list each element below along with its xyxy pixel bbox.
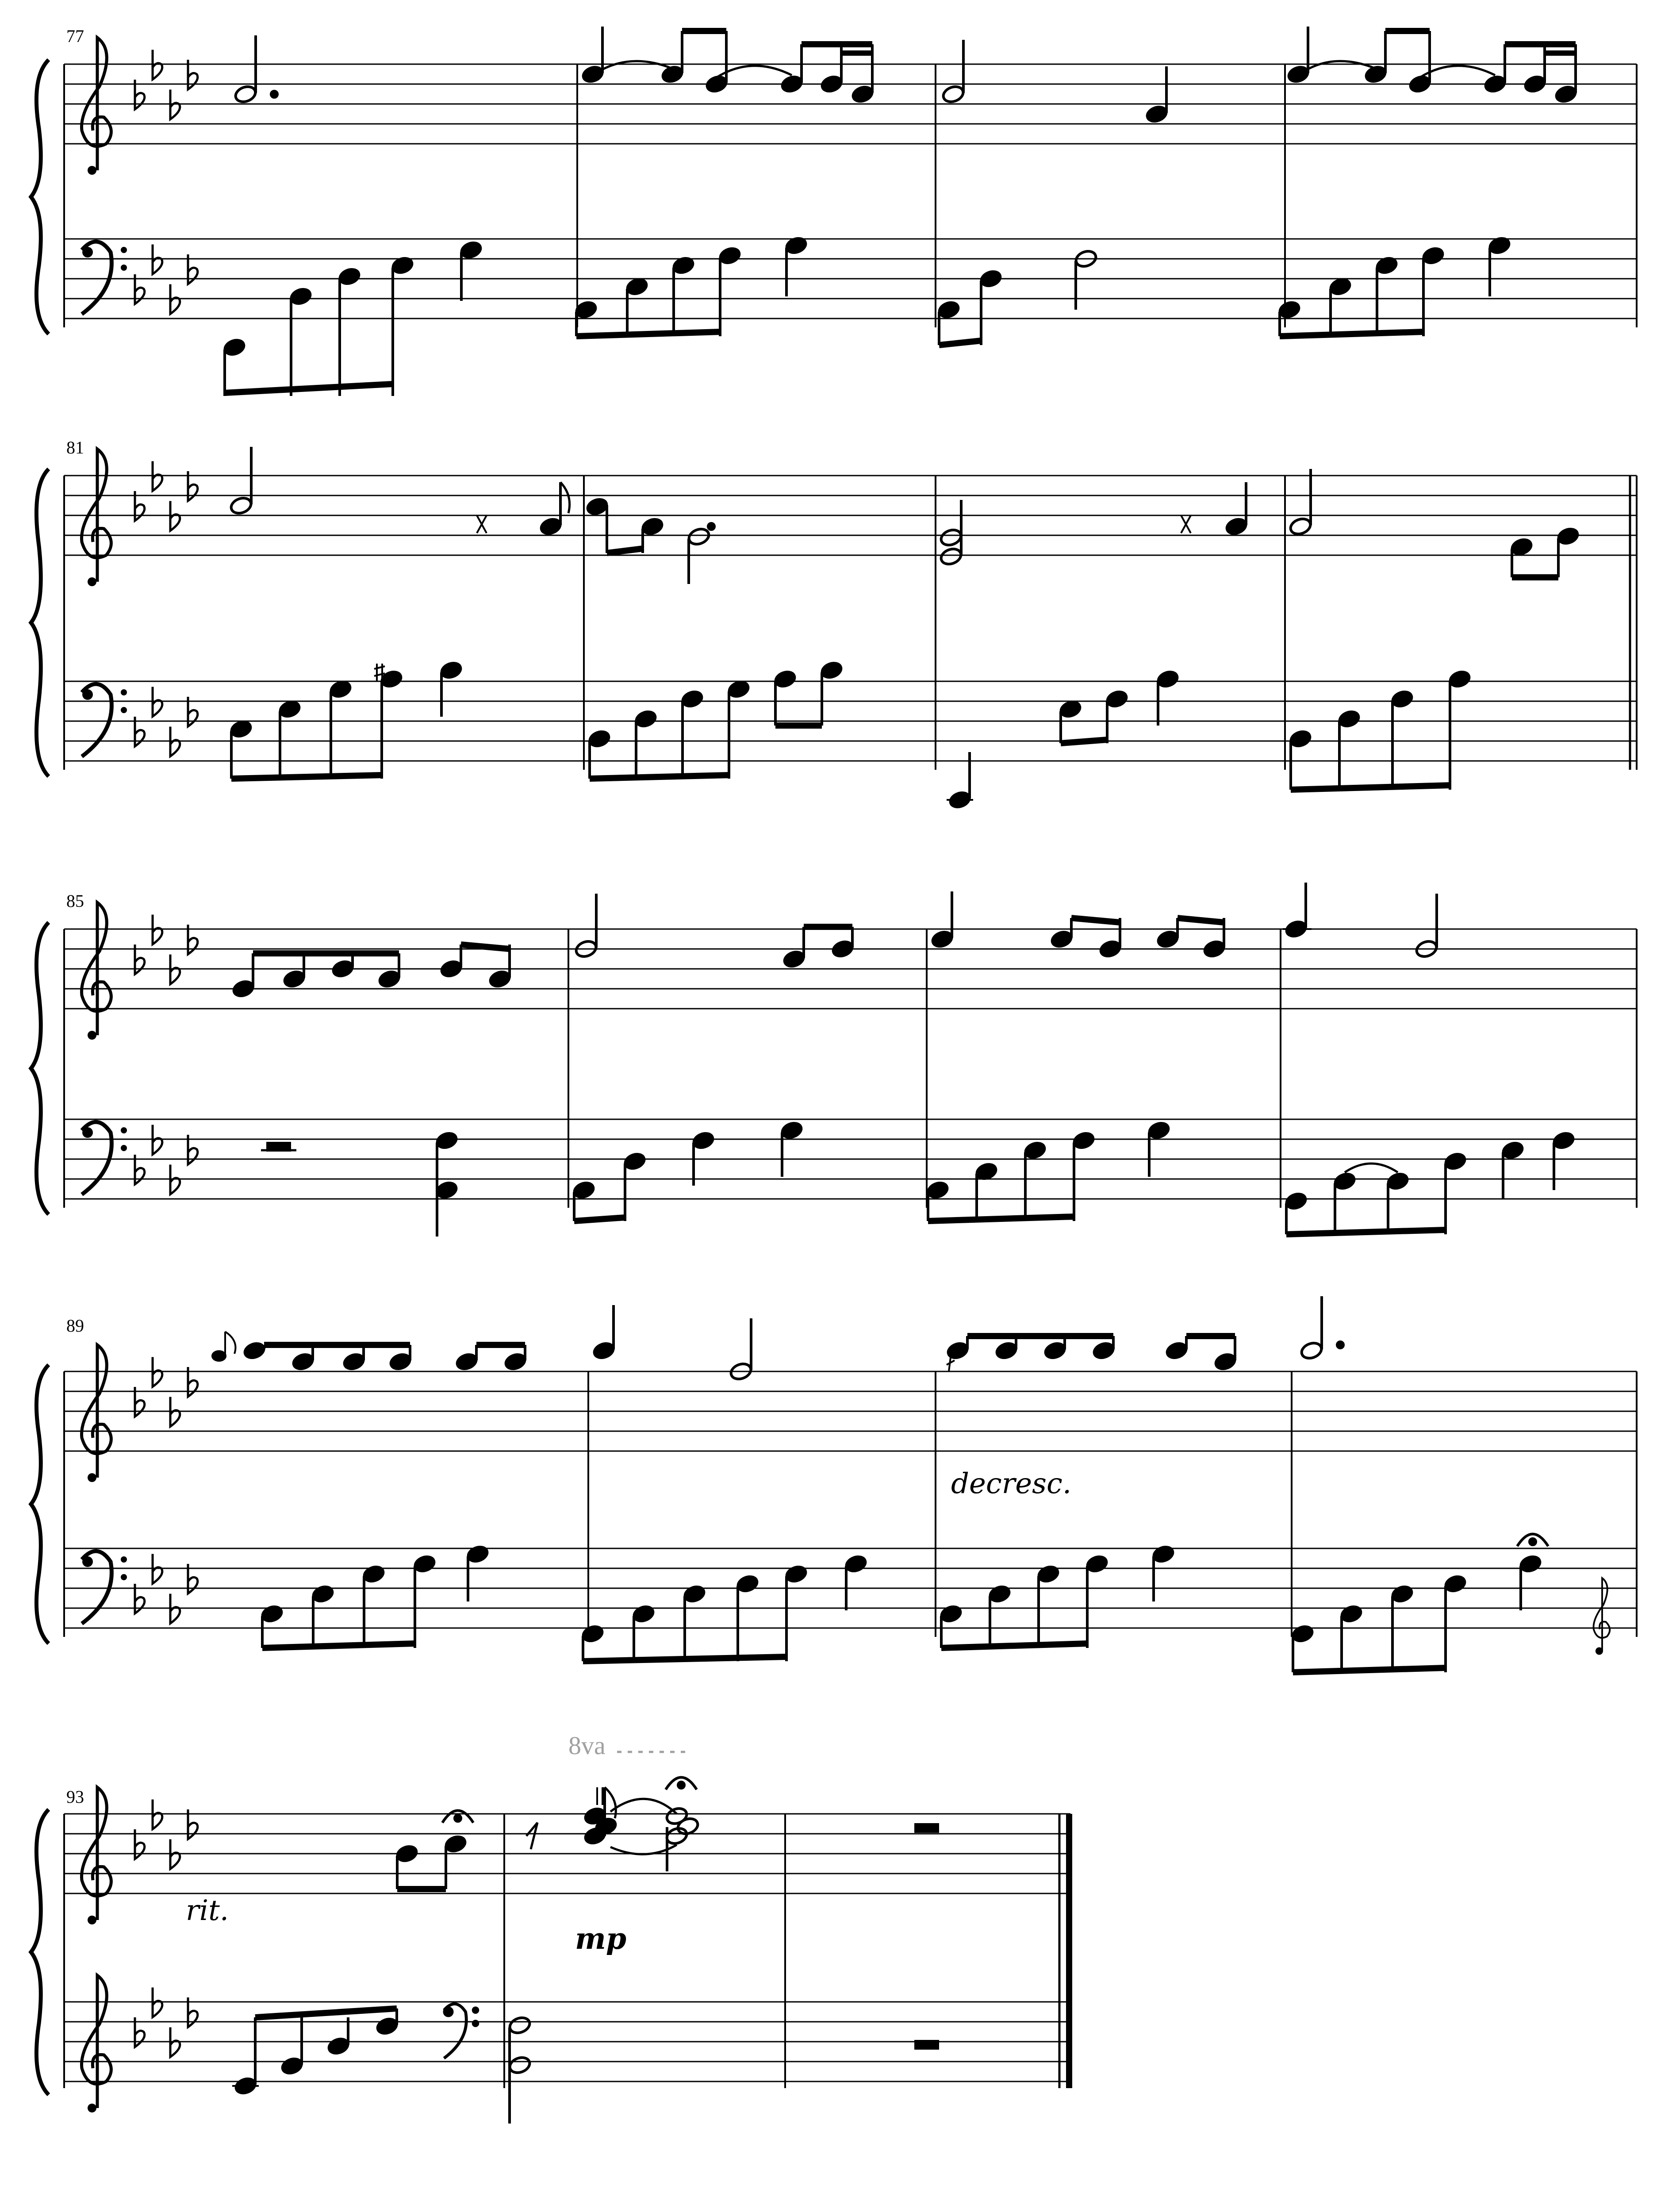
system-4 — [31, 1296, 1637, 1672]
bass-clef — [82, 1551, 127, 1624]
rit-marking: rit. — [186, 1894, 229, 1927]
small-treble-clef — [1593, 1578, 1610, 1654]
treble-clef-glyph — [1593, 1578, 1610, 1651]
chord — [583, 1787, 618, 1846]
fermata — [442, 1811, 473, 1823]
brace — [31, 469, 49, 776]
system-bracket — [31, 1365, 49, 1644]
measure-number: 81 — [66, 438, 84, 457]
system-3 — [31, 883, 1637, 1237]
treble-clef — [82, 449, 111, 586]
measure-number: 93 — [66, 1787, 84, 1807]
treble-notes — [232, 883, 1438, 998]
system-1 — [31, 26, 1637, 396]
brace — [31, 60, 49, 334]
measure-number: 89 — [66, 1316, 84, 1336]
treble-clef-lower — [82, 1975, 111, 2112]
system-2 — [31, 438, 1637, 810]
system-bracket — [31, 60, 49, 334]
system-bracket — [31, 469, 49, 776]
treble-staff — [64, 64, 1637, 144]
bass-notes — [223, 236, 1511, 396]
treble-notes — [213, 1296, 1343, 1382]
bass-clef-change — [444, 2004, 478, 2058]
brace — [31, 922, 49, 1214]
system-5 — [31, 1731, 1072, 2124]
treble-clef — [82, 1787, 111, 1924]
barlines — [64, 929, 1637, 1208]
barlines — [64, 476, 1637, 770]
grace-note — [213, 1332, 235, 1360]
measure-number: 77 — [66, 26, 84, 46]
ottava-marking: 8va — [568, 1731, 606, 1760]
decresc-marking: decresc. — [951, 1467, 1072, 1500]
system-bracket — [31, 1809, 49, 2095]
treble-clef — [82, 38, 111, 175]
chord — [665, 1806, 700, 1871]
treble-staff — [64, 476, 1637, 555]
bass-clef — [82, 1122, 127, 1194]
bass-staff — [64, 239, 1637, 319]
bass-clef — [82, 242, 127, 314]
system-bracket — [31, 922, 49, 1214]
bass-clef — [82, 684, 127, 757]
measure-number: 85 — [66, 891, 84, 911]
half-note — [234, 84, 257, 104]
whole-rest — [916, 2041, 938, 2048]
treble-staff — [64, 1371, 1637, 1451]
brace — [31, 1365, 49, 1644]
treble-clef — [82, 1345, 111, 1482]
treble-staff — [64, 929, 1637, 1009]
eighth-rest — [526, 1823, 537, 1849]
fermata — [666, 1778, 697, 1790]
fermata — [1517, 1534, 1548, 1547]
treble-notes — [234, 27, 1577, 124]
final-barline — [1059, 1814, 1072, 2088]
brace — [31, 1809, 49, 2095]
whole-rest — [916, 1824, 938, 1832]
mp-dynamic: mp — [575, 1921, 626, 1956]
treble-clef — [82, 902, 111, 1040]
